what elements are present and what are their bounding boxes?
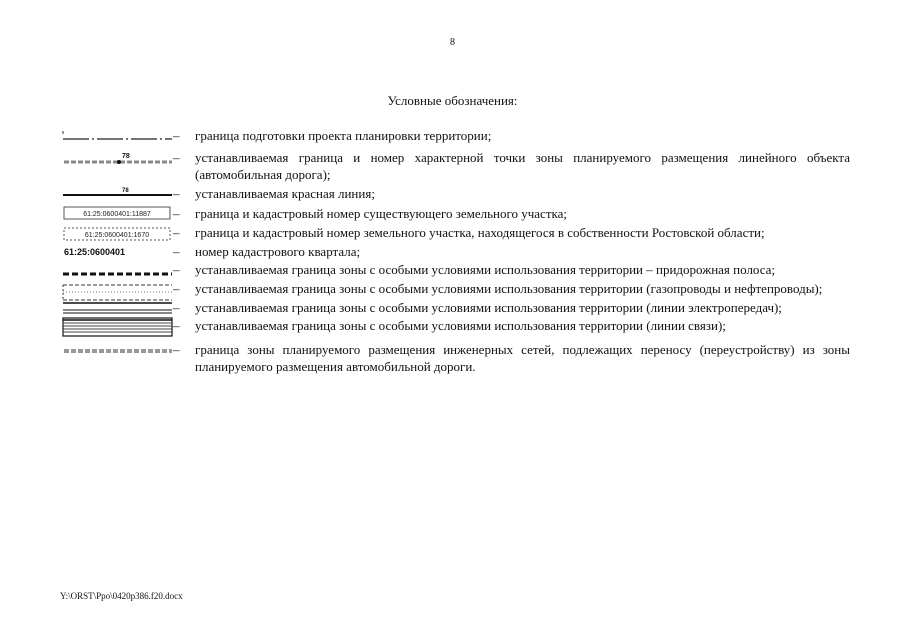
legend-text: устанавливаемая граница и номер характерной точки зоны планируемого размещения линейного объекта (автомобильная дорога); [195, 150, 850, 182]
legend-text: устанавливаемая граница зоны с особыми условиями использования территории (газопроводы и нефтепроводы); [195, 281, 823, 296]
legend [60, 122, 850, 375]
legend-dash: – [173, 244, 180, 259]
existing-plot-boundary-icon [60, 205, 173, 222]
pipeline-zone-boundary-icon [60, 280, 173, 297]
power-line-zone-boundary-icon [60, 299, 173, 316]
red-line-point-number: 78 [122, 188, 129, 194]
linear-object-point-number: 78 [122, 153, 130, 160]
regional-plot-boundary-icon [60, 224, 173, 241]
legend-item-pipeline-zone [60, 280, 850, 297]
legend-dash: – [173, 206, 180, 221]
legend-dash: – [173, 186, 180, 201]
legend-text: граница и кадастровый номер существующего земельного участка; [195, 206, 568, 221]
cadastral-quarter-number-icon [60, 243, 173, 260]
legend-text: устанавливаемая граница зоны с особыми условиями использования территории – придорожная полоса; [195, 262, 776, 277]
legend-dash: – [173, 300, 180, 315]
roadside-zone-boundary-icon [60, 261, 173, 278]
legend-text: устанавливаемая граница зоны с особыми условиями использования территории (линии электропередач); [195, 300, 782, 315]
engineering-networks-zone-boundary-icon [60, 341, 173, 358]
legend-item-cadastral-quarter [60, 243, 850, 260]
legend-dash: – [173, 128, 180, 143]
legend-item-communication-line-zone [60, 317, 850, 334]
planning-boundary-line-icon [60, 127, 173, 144]
page-number: 8 [450, 37, 455, 48]
legend-text: граница зоны планируемого размещения инженерных сетей, подлежащих переносу (переустройству) из зоны планируемого размещения автомобильной дороги. [195, 342, 850, 374]
document-file-path: Y:\ORST\Ppo\0420p386.f20.docx [60, 591, 183, 601]
legend-text: устанавливаемая красная линия; [195, 186, 375, 201]
legend-text: граница и кадастровый номер земельного участка, находящегося в собственности Ростовской области; [195, 225, 765, 240]
regional-plot-cadastral-number: 61:25:0600401:1670 [84, 232, 150, 239]
legend-dash: – [173, 225, 180, 240]
legend-text: устанавливаемая граница зоны с особыми условиями использования территории (линии связи); [195, 318, 726, 333]
legend-item-planning-boundary [60, 127, 850, 144]
legend-item-engineering-networks-zone [60, 341, 850, 375]
legend-heading: Условные обозначения: [387, 93, 518, 108]
legend-item-linear-object-zone [60, 149, 850, 183]
legend-item-existing-plot [60, 205, 850, 222]
legend-item-red-line [60, 185, 850, 202]
red-line-icon [60, 185, 173, 202]
existing-plot-cadastral-number: 61:25:0600401:11887 [83, 211, 151, 218]
legend-item-roadside-zone [60, 261, 850, 278]
cadastral-quarter-number: 61:25:0600401 [64, 247, 126, 257]
legend-dash: – [173, 342, 180, 357]
legend-dash: – [173, 150, 180, 165]
linear-object-zone-boundary-icon [60, 149, 173, 166]
legend-text: номер кадастрового квартала; [195, 244, 361, 259]
legend-dash: – [173, 281, 180, 296]
communication-line-zone-boundary-icon [60, 317, 173, 334]
legend-text: граница подготовки проекта планировки территории; [195, 128, 492, 143]
legend-dash: – [173, 318, 180, 333]
legend-item-regional-plot [60, 224, 850, 241]
legend-dash: – [173, 262, 180, 277]
legend-item-power-line-zone [60, 299, 850, 316]
